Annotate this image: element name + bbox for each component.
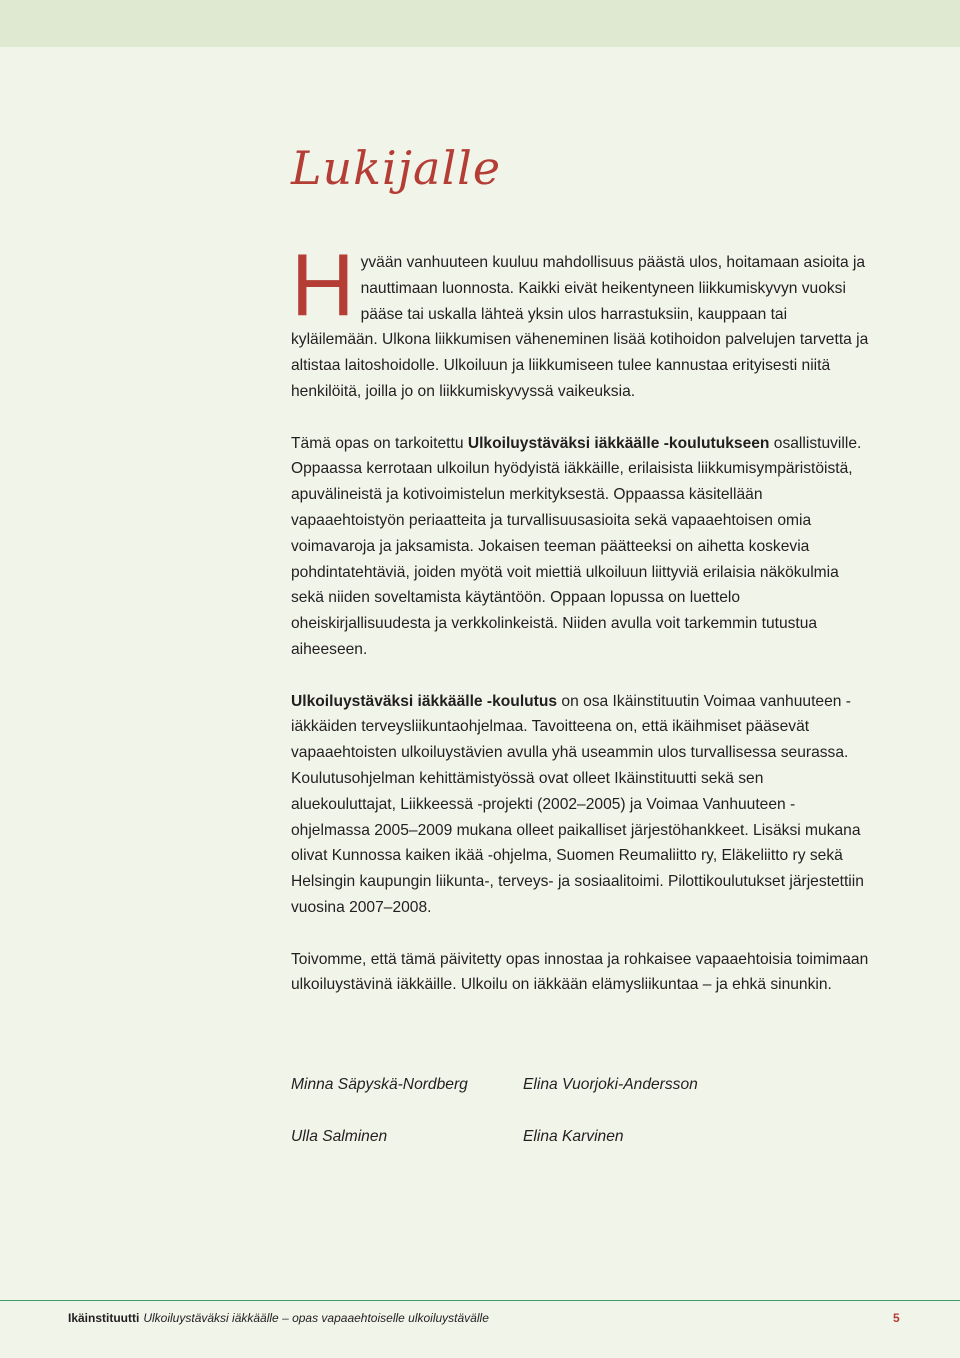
purpose-paragraph bbox=[291, 431, 871, 663]
signature-3: Ulla Salminen bbox=[291, 1128, 388, 1145]
signature-4: Elina Karvinen bbox=[523, 1128, 624, 1145]
footer-publication: Ulkoiluystäväksi iäkkäälle – opas vapaaehtoiselle ulkoiluystävälle bbox=[143, 1311, 489, 1325]
signature-1: Minna Säpyskä-Nordberg bbox=[291, 1076, 468, 1093]
program-paragraph-post: on osa Ikäinstituutin Voimaa vanhuuteen -iäkkäiden terveysliikuntaohjelmaa. Tavoitteena on, että ikäihmiset pääsevät vapaaehtoisten ulkoiluystävien avulla yhä useammin ulos turvallisessa seurassa. Koulutusohjelman kehittämistyössä ovat olleet Ikäinstituutti sekä sen aluekouluttajat, Liikkeessä -projekti (2002–2005) ja Voimaa Vanhuuteen -ohjelmassa 2005–2009 mukana olleet paikalliset järjestöhankkeet. Lisäksi mukana olivat Kunnossa kaiken ikää -ohjelma, Suomen Reumaliitto ry, Eläkeliitto ry sekä Helsingin kaupungin liikunta-, terveys- ja sosiaalitoimi. Pilottikoulutukset järjestettiin vuosina 2007–2008. bbox=[291, 692, 864, 916]
intro-paragraph-text: yvään vanhuuteen kuuluu mahdollisuus päästä ulos, hoitamaan asioita ja nauttimaan luonnosta. Kaikki eivät heikentyneen liikkumiskyvyn vuoksi pääse tai uskalla lähteä yksin ulos harrastuksiin, kauppaan tai kyläilemään. Ulkona liikkumisen väheneminen lisää kotihoidon palvelujen tarvetta ja altistaa laitoshoidolle. Ulkoiluun ja liikkumiseen tulee kannustaa erityisesti niitä henkilöitä, joilla jo on liikkumiskyvyssä vaikeuksia. bbox=[291, 254, 869, 400]
closing-paragraph-text: Toivomme, että tämä päivitetty opas innostaa ja rohkaisee vapaaehtoisia toimimaan ulkoiluystävinä iäkkäille. Ulkoilu on iäkkään elämysliikuntaa – ja ehkä sinunkin. bbox=[291, 950, 869, 994]
footer-organization: Ikäinstituutti bbox=[68, 1311, 140, 1325]
page-title: Lukijalle bbox=[291, 141, 502, 195]
drop-cap: H bbox=[291, 235, 355, 334]
footer-rule bbox=[0, 1300, 960, 1301]
purpose-paragraph-pre: Tämä opas on tarkoitettu bbox=[291, 434, 468, 452]
program-paragraph bbox=[291, 689, 871, 921]
closing-paragraph bbox=[291, 947, 871, 999]
intro-paragraph bbox=[291, 235, 871, 405]
top-band bbox=[0, 0, 960, 47]
program-paragraph-bold: Ulkoiluystäväksi iäkkäälle -koulutus bbox=[291, 692, 558, 710]
purpose-paragraph-bold: Ulkoiluystäväksi iäkkäälle -koulutukseen bbox=[467, 434, 770, 452]
signature-2: Elina Vuorjoki-Andersson bbox=[523, 1076, 698, 1093]
purpose-paragraph-post: osallistuville. Oppaassa kerrotaan ulkoilun hyödyistä iäkkäille, erilaisista liikkumisympäristöistä, apuvälineistä ja kotivoimistelun merkityksestä. Oppaassa käsitellään vapaaehtoistyön periaatteita ja turvallisuusasioita sekä vapaaehtoisen omia voimavaroja ja jaksamista. Jokaisen teeman päätteeksi on aihetta koskevia pohdintatehtäviä, joiden myötä voit miettiä ulkoiluun liittyviä erilaisia näkökulmia sekä niiden soveltamista käytäntöön. Oppaan lopussa on luettelo oheiskirjallisuudesta ja verkkolinkeistä. Niiden avulla voit tarkemmin tutustua aiheeseen. bbox=[291, 434, 862, 658]
page-number: 5 bbox=[893, 1311, 900, 1325]
body-text bbox=[291, 235, 871, 1024]
footer-band bbox=[0, 1301, 960, 1358]
footer bbox=[68, 1311, 489, 1325]
